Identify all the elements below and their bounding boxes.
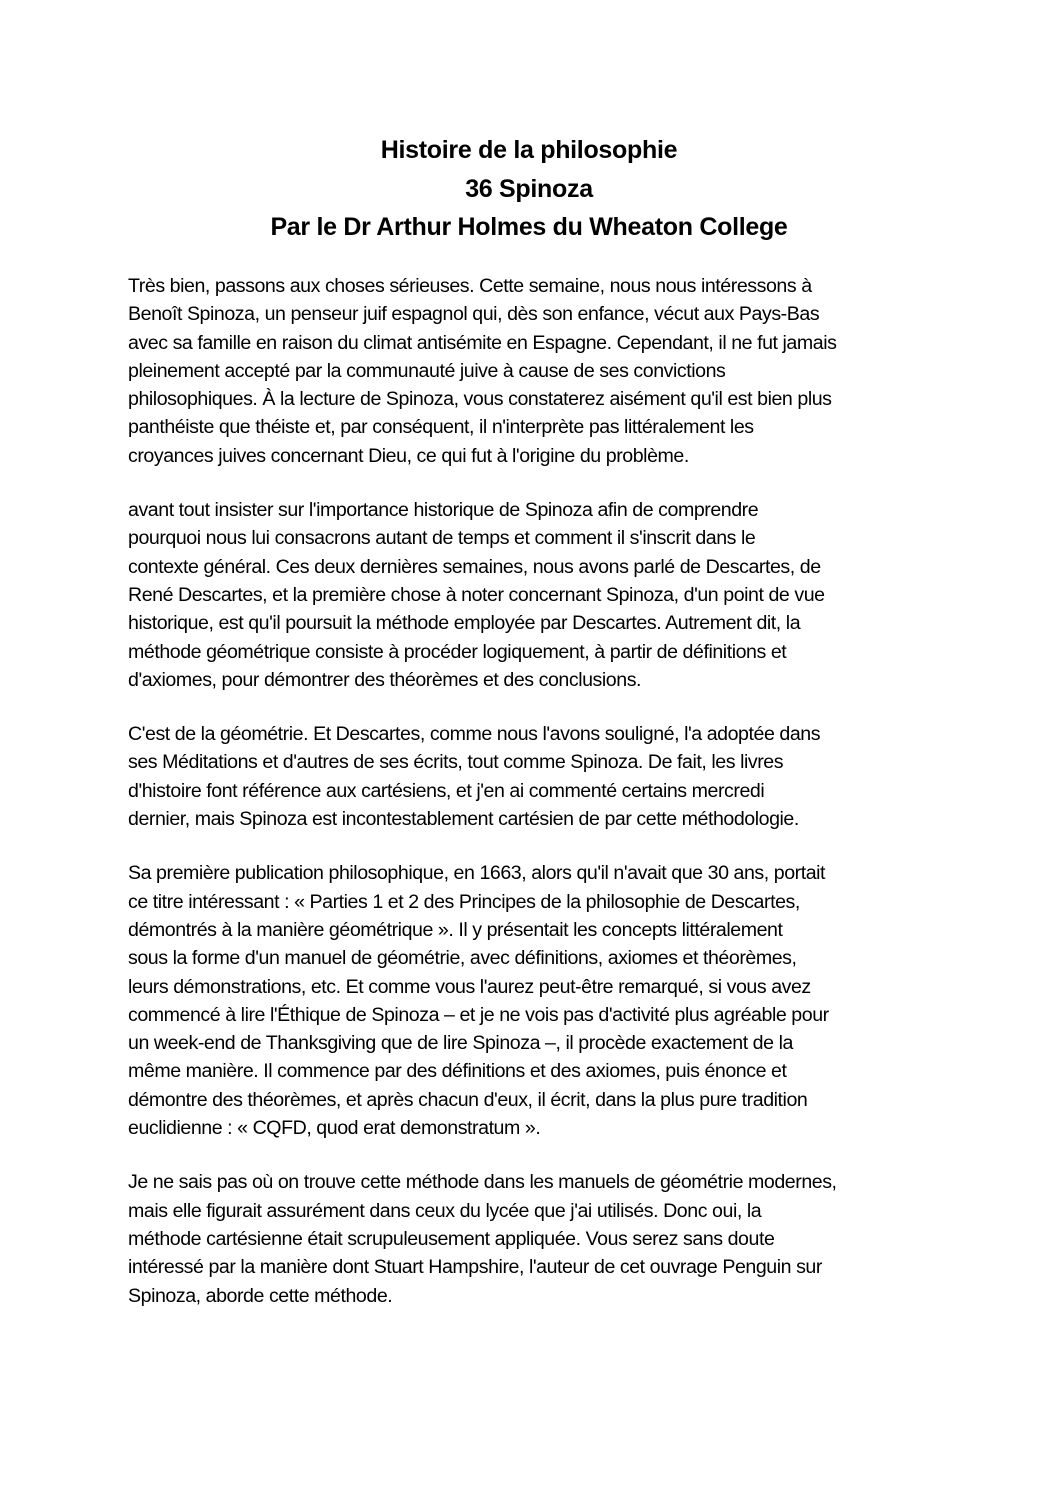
text-line: commencé à lire l'Éthique de Spinoza – et je ne vois pas d'activité plus agréable pour bbox=[128, 1003, 829, 1026]
text-line: Je ne sais pas où on trouve cette méthode dans les manuels de géométrie modernes, bbox=[128, 1171, 837, 1194]
text-line: pourquoi nous lui consacrons autant de temps et comment il s'inscrit dans le bbox=[128, 527, 756, 550]
document-title bbox=[0, 131, 1058, 247]
text-line: contexte général. Ces deux dernières semaines, nous avons parlé de Descartes, de bbox=[128, 555, 821, 578]
text-line: avant tout insister sur l'importance historique de Spinoza afin de comprendre bbox=[128, 499, 759, 522]
title-line: Histoire de la philosophie bbox=[380, 136, 678, 164]
text-line: dernier, mais Spinoza est incontestablement cartésien de par cette méthodologie. bbox=[128, 808, 799, 831]
paragraph-5 bbox=[128, 1168, 936, 1309]
text-line: même manière. Il commence par des définitions et des axiomes, puis énonce et bbox=[128, 1060, 787, 1083]
author-line: Par le Dr Arthur Holmes du Wheaton College bbox=[270, 213, 788, 241]
text-line: méthode cartésienne était scrupuleusement appliquée. Vous serez sans doute bbox=[128, 1227, 775, 1250]
text-line: intéressé par la manière dont Stuart Hampshire, l'auteur de cet ouvrage Penguin sur bbox=[128, 1256, 822, 1279]
text-line: sous la forme d'un manuel de géométrie, avec définitions, axiomes et théorèmes, bbox=[128, 947, 797, 970]
paragraph-2 bbox=[128, 496, 936, 694]
subtitle-line: 36 Spinoza bbox=[465, 174, 593, 203]
text-line: démontre des théorèmes, et après chacun d'eux, il écrit, dans la plus pure tradition bbox=[128, 1088, 808, 1111]
text-line: d'histoire font référence aux cartésiens, et j'en ai commenté certains mercredi bbox=[128, 779, 765, 802]
text-line: Très bien, passons aux choses sérieuses. Cette semaine, nous nous intéressons à bbox=[128, 275, 812, 297]
document-body bbox=[128, 272, 936, 1336]
text-line: Benoît Spinoza, un penseur juif espagnol qui, dès son enfance, vécut aux Pays-Bas bbox=[128, 303, 820, 326]
paragraph-1 bbox=[128, 272, 936, 470]
text-line: historique, est qu'il poursuit la méthode employée par Descartes. Autrement dit, la bbox=[128, 612, 801, 635]
text-line: démontrés à la manière géométrique ». Il y présentait les concepts littéralement bbox=[128, 918, 783, 941]
text-line: méthode géométrique consiste à procéder logiquement, à partir de définitions et bbox=[128, 640, 787, 663]
text-line: Spinoza, aborde cette méthode. bbox=[128, 1284, 393, 1307]
text-line: avec sa famille en raison du climat antisémite en Espagne. Cependant, il ne fut jamais bbox=[128, 331, 837, 354]
text-line: mais elle figurait assurément dans ceux du lycée que j'ai utilisés. Donc oui, la bbox=[128, 1199, 762, 1222]
text-line: ce titre intéressant : « Parties 1 et 2 des Principes de la philosophie de Descartes, bbox=[128, 890, 800, 913]
text-line: croyances juives concernant Dieu, ce qui fut à l'origine du problème. bbox=[128, 444, 689, 467]
text-line: d'axiomes, pour démontrer des théorèmes et des conclusions. bbox=[128, 668, 642, 691]
paragraph-4 bbox=[128, 859, 936, 1142]
text-line: panthéiste que théiste et, par conséquent, il n'interprète pas littéralement les bbox=[128, 416, 754, 439]
text-line: philosophiques. À la lecture de Spinoza, vous constaterez aisément qu'il est bien plus bbox=[128, 388, 832, 411]
text-line: euclidienne : « CQFD, quod erat demonstratum ». bbox=[128, 1117, 541, 1140]
paragraph-3 bbox=[128, 720, 936, 833]
text-line: leurs démonstrations, etc. Et comme vous l'aurez peut-être remarqué, si vous avez bbox=[128, 975, 811, 998]
text-line: C'est de la géométrie. Et Descartes, comme nous l'avons souligné, l'a adoptée dans bbox=[128, 723, 821, 746]
text-line: ses Méditations et d'autres de ses écrits, tout comme Spinoza. De fait, les livres bbox=[128, 751, 784, 774]
text-line: Sa première publication philosophique, en 1663, alors qu'il n'avait que 30 ans, portait bbox=[128, 862, 826, 885]
text-line: René Descartes, et la première chose à noter concernant Spinoza, d'un point de vue bbox=[128, 583, 825, 606]
text-line: pleinement accepté par la communauté juive à cause de ses convictions bbox=[128, 359, 726, 382]
text-line: un week-end de Thanksgiving que de lire Spinoza –, il procède exactement de la bbox=[128, 1032, 793, 1055]
